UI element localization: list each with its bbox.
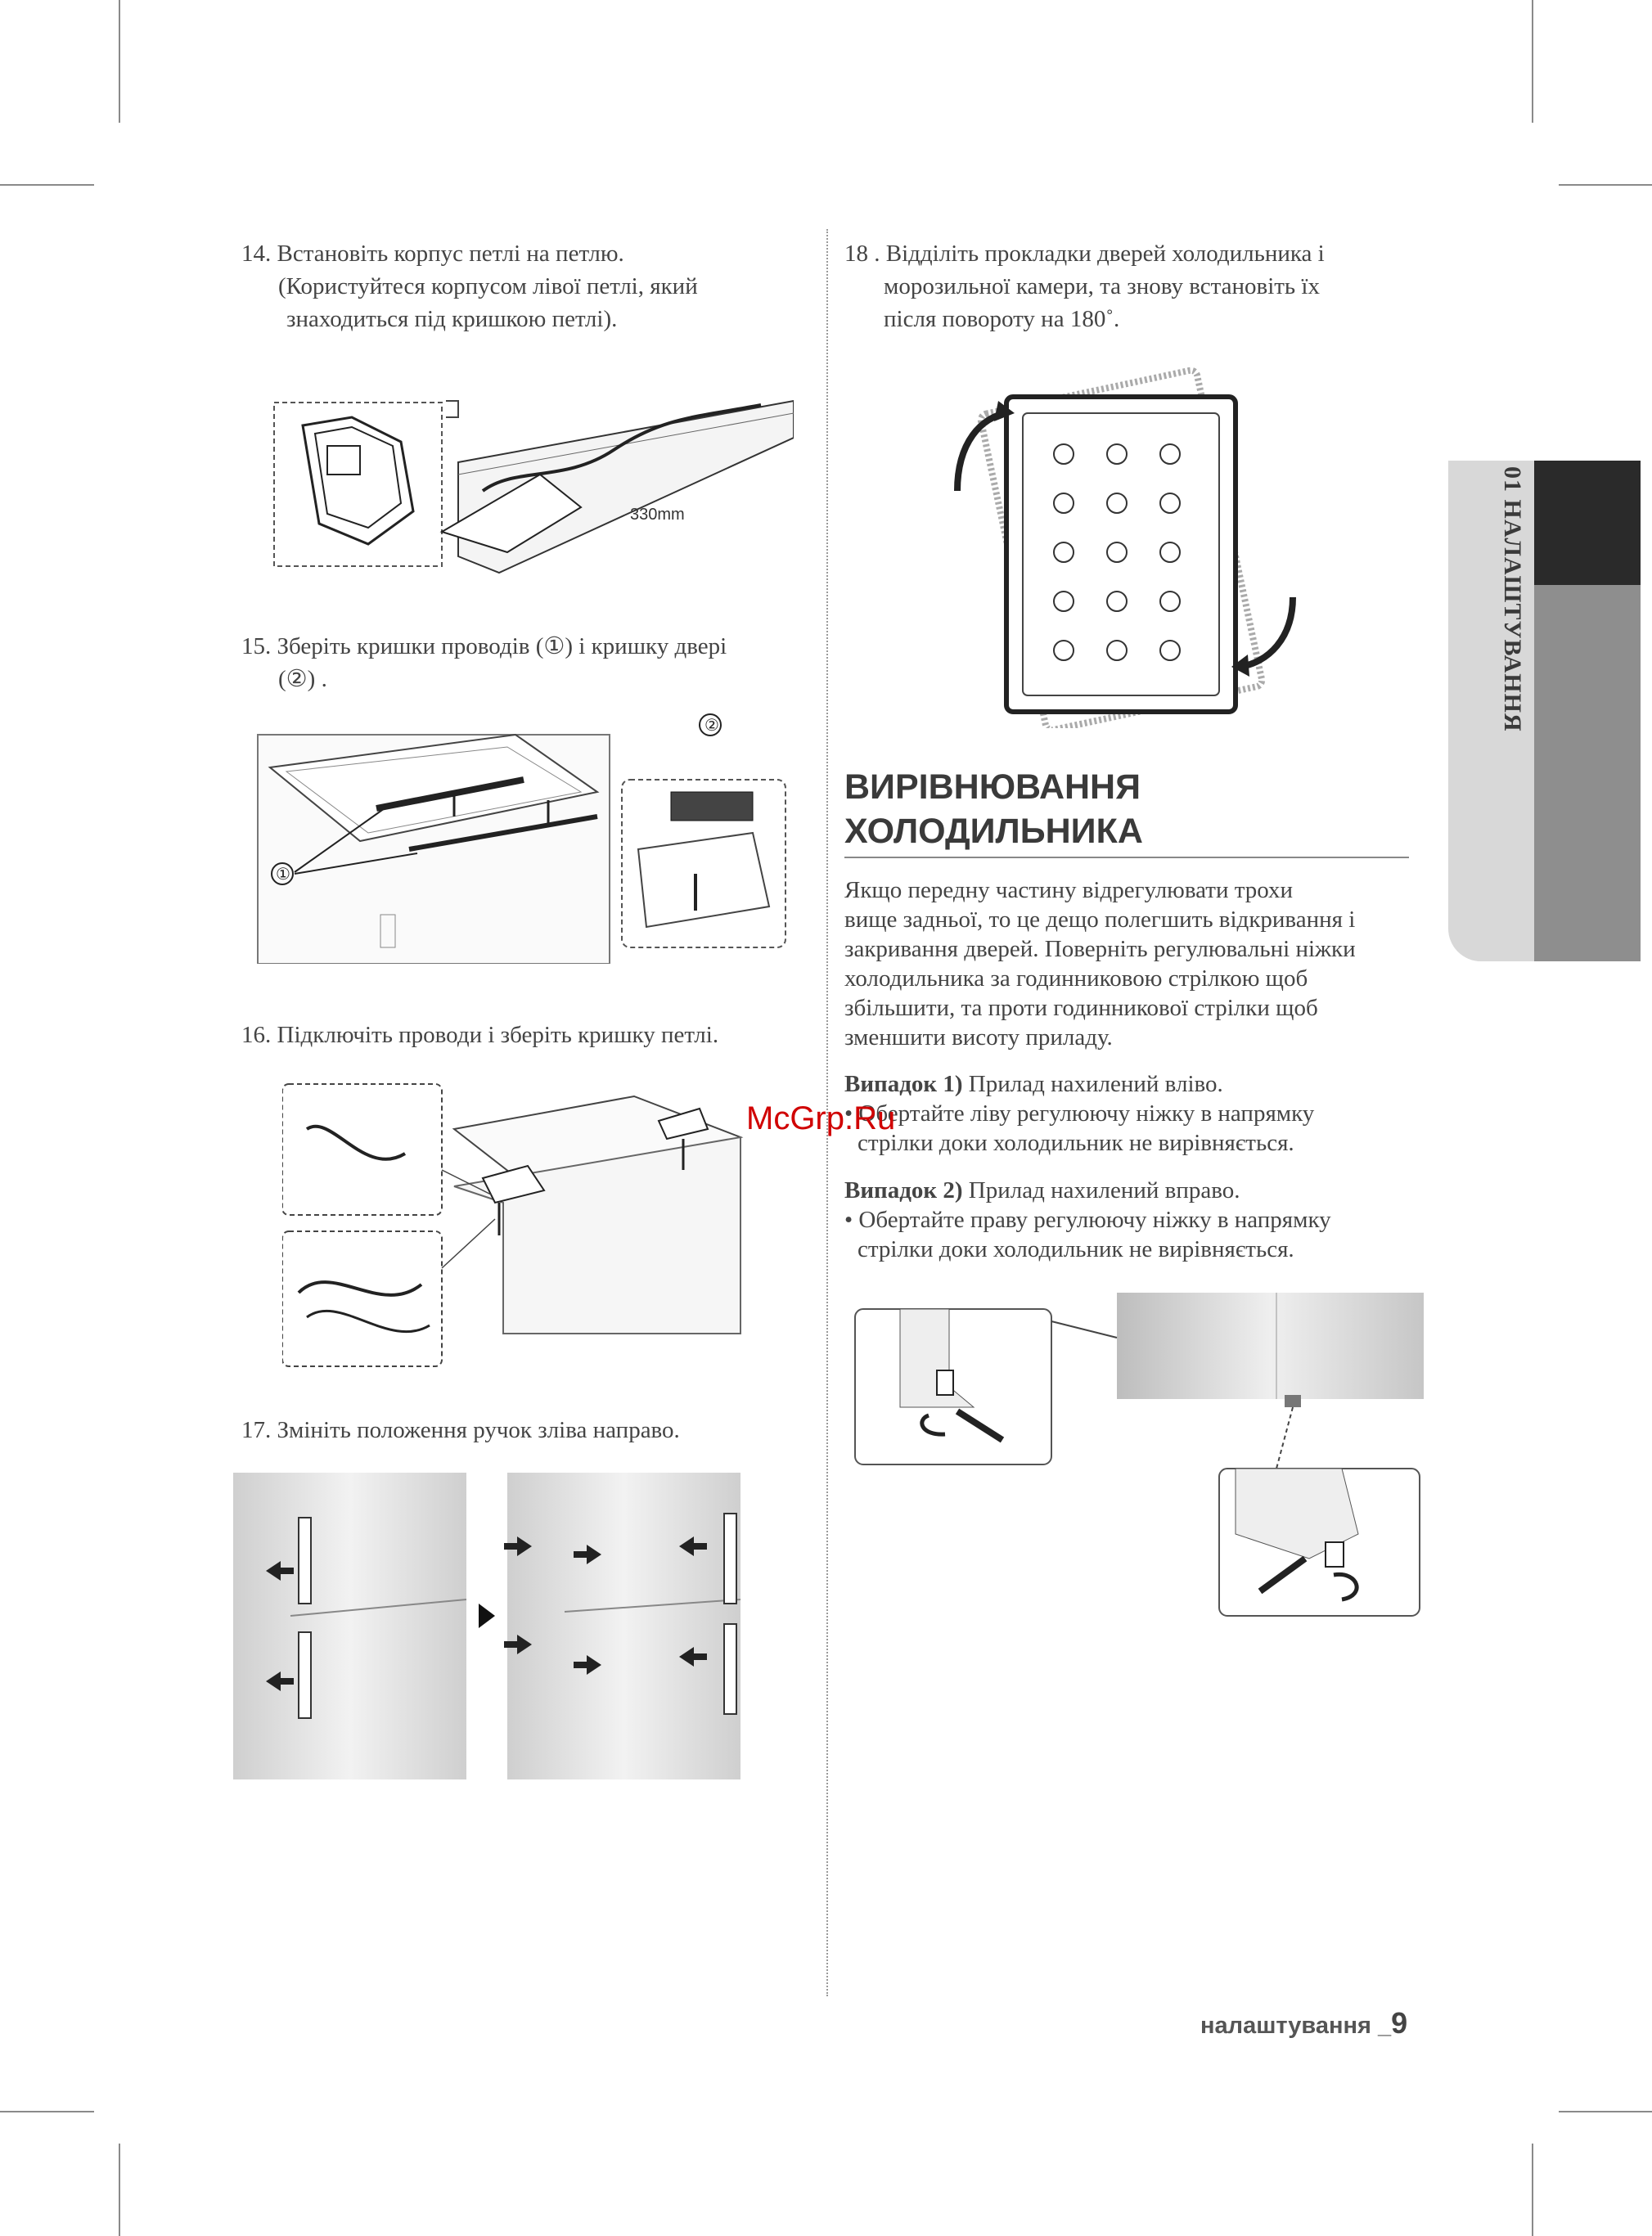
case-1-text: Прилад нахилений вліво. bbox=[962, 1071, 1223, 1097]
case-2-text: Прилад нахилений вправо. bbox=[962, 1177, 1240, 1203]
wire-connect-illustration bbox=[282, 1080, 790, 1370]
intro-line: збільшити, та проти годинникової стрілки щоб bbox=[844, 995, 1318, 1021]
step-14 bbox=[241, 237, 698, 335]
marker-2: ② bbox=[704, 717, 719, 735]
step-15 bbox=[241, 630, 727, 695]
heading-line1: ВИРІВНЮВАННЯ bbox=[844, 767, 1141, 807]
case-2-bullet bbox=[844, 1205, 1409, 1264]
step-15-line1: 15. Зберіть кришки проводів (①) і кришку двері bbox=[241, 633, 727, 659]
case-1-title bbox=[844, 1069, 1409, 1099]
intro-line: Якщо передну частину відрегулювати трохи bbox=[844, 877, 1294, 903]
step-14-line1: 14. Встановіть корпус петлі на петлю. bbox=[241, 241, 624, 267]
step-16 bbox=[241, 1019, 718, 1051]
crop-mark bbox=[0, 2111, 94, 2112]
bullet-line: стрілки доки холодильник не вирівняється. bbox=[858, 1130, 1294, 1156]
intro-line: зменшити висоту приладу. bbox=[844, 1024, 1113, 1051]
crop-mark bbox=[1532, 0, 1533, 123]
dimension-label: 330mm bbox=[630, 506, 685, 524]
intro-paragraph bbox=[844, 875, 1409, 1052]
intro-line: закривання дверей. Поверніть регулювальні ніжки bbox=[844, 936, 1356, 962]
heading-line2: ХОЛОДИЛЬНИКА bbox=[844, 812, 1143, 851]
section-heading bbox=[844, 765, 1409, 858]
step-14-line3: знаходиться під кришкою петлі). bbox=[286, 306, 618, 332]
crop-mark bbox=[1559, 184, 1652, 186]
crop-mark bbox=[119, 0, 120, 123]
side-tab-dark bbox=[1534, 461, 1641, 585]
step-18-line3: після повороту на 180˚. bbox=[884, 306, 1120, 332]
crop-mark bbox=[1559, 2111, 1652, 2112]
intro-line: холодильника за годинниковою стрілкою щоб bbox=[844, 965, 1308, 992]
case-1-bullet bbox=[844, 1099, 1409, 1158]
step-17 bbox=[241, 1414, 680, 1446]
wire-cover-illustration bbox=[245, 710, 794, 964]
case-2-title bbox=[844, 1176, 1409, 1205]
watermark: McGrp.Ru bbox=[746, 1100, 896, 1136]
bullet-line: стрілки доки холодильник не вирівняється. bbox=[858, 1236, 1294, 1262]
intro-line: вище задньої, то це дещо полегшить відкривання і bbox=[844, 907, 1356, 933]
hinge-illustration bbox=[270, 368, 794, 589]
side-tab-label: 01 НАЛАШТУВАННЯ bbox=[1499, 466, 1526, 732]
step-18 bbox=[844, 237, 1325, 335]
bullet-line: • Обертайте ліву регулюючу ніжку в напрямку bbox=[844, 1100, 1315, 1127]
page-number: 9 bbox=[1391, 2006, 1408, 2040]
step-16-line1: 16. Підключіть проводи і зберіть кришку петлі. bbox=[241, 1022, 719, 1048]
footer-label: налаштування _ bbox=[1200, 2013, 1392, 2039]
step-15-line2: (②) . bbox=[278, 666, 327, 692]
page-footer bbox=[1200, 2006, 1407, 2040]
step-18-line1: 18 . Відділіть прокладки дверей холодильника і bbox=[844, 241, 1325, 267]
handle-reposition-illustration bbox=[233, 1469, 798, 1779]
bullet-line: • Обертайте праву регулюючу ніжку в напрямку bbox=[844, 1207, 1331, 1233]
step-17-line1: 17. Змініть положення ручок зліва направо. bbox=[241, 1417, 680, 1443]
crop-mark bbox=[1532, 2144, 1533, 2236]
step-14-line2: (Користуйтеся корпусом лівої петлі, який bbox=[278, 273, 698, 299]
case-2-label: Випадок 2) bbox=[844, 1177, 963, 1203]
marker-1: ① bbox=[276, 866, 290, 884]
step-18-line2: морозильної камери, та знову встановіть їх bbox=[884, 273, 1320, 299]
crop-mark bbox=[0, 184, 94, 186]
leveling-feet-illustration bbox=[851, 1289, 1424, 1624]
gasket-rotation-illustration bbox=[933, 360, 1326, 728]
side-tab-mid bbox=[1534, 585, 1641, 961]
case-1-label: Випадок 1) bbox=[844, 1071, 963, 1097]
crop-mark bbox=[119, 2144, 120, 2236]
